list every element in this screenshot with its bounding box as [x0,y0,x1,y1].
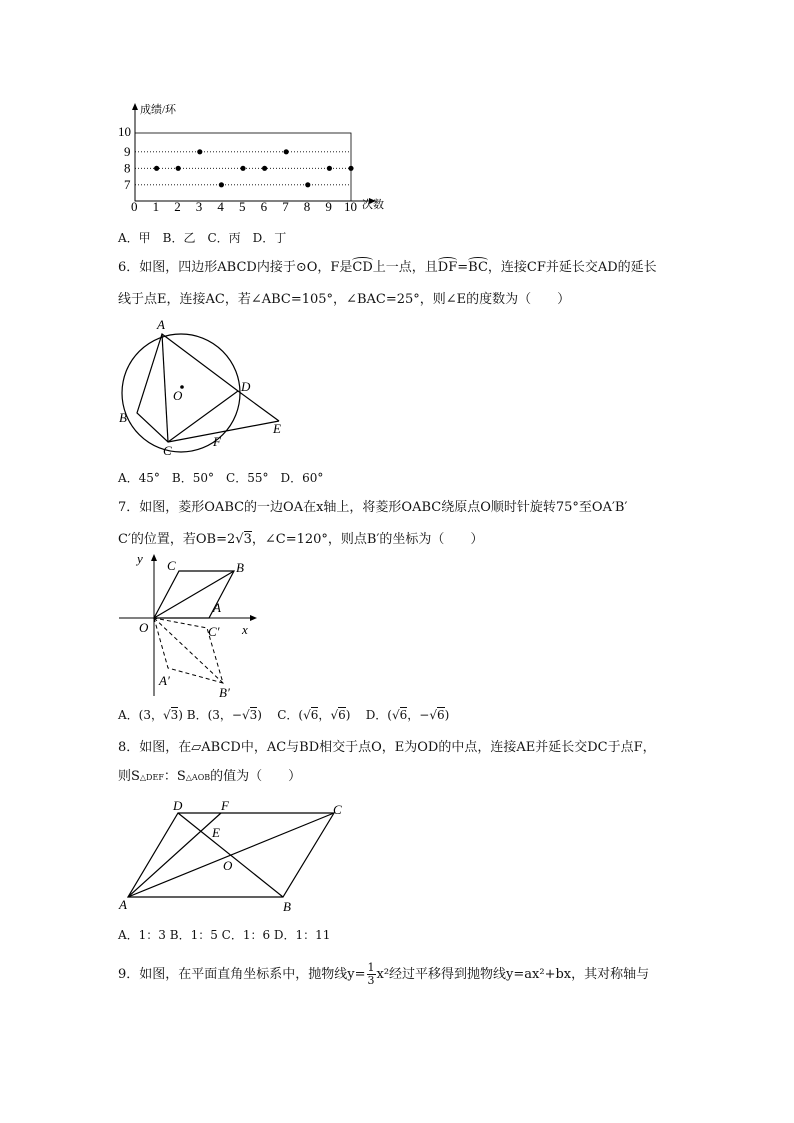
segment-de [238,391,279,421]
q8-options: A．1：3 B．1：5 C．1：6 D．1：11 [118,928,331,942]
q7-option-b: B．(3，−√3) [186,708,262,722]
label-d: D [173,798,183,813]
label-a: A [157,317,165,332]
label-o: O [139,620,149,635]
data-point [219,182,224,187]
x-tick-label: 4 [217,199,224,214]
data-point [176,166,181,171]
arc-mark-icon [438,257,457,264]
q8-parallelogram-figure [115,795,350,915]
label-b-prime: B′ [219,685,230,700]
segment-ce [168,421,279,442]
data-point [305,182,310,187]
quadrilateral-abcd [137,334,238,442]
y-tick-label: 8 [124,160,131,176]
x-tick-label: 6 [260,199,268,214]
label-c: C [333,802,342,817]
data-point [262,166,267,171]
data-point [284,149,289,154]
label-c-prime: C′ [208,624,220,639]
label-b: B [236,560,244,575]
x-tick-label: 8 [303,199,311,214]
label-o: O [173,388,183,403]
q7-stem-line2: C′的位置，若OB=2√3，∠C=120°，则点B′的坐标为（ ） [118,532,484,547]
data-point [197,149,202,154]
data-point [240,166,245,171]
y-tick-label: 7 [124,176,131,192]
label-b: B [119,410,127,425]
label-a-prime: A′ [159,673,170,688]
x-tick-label: 3 [195,199,203,214]
x-tick-label: 7 [282,199,289,214]
x-axis-arrow-icon [250,615,257,621]
label-d: D [241,379,251,394]
q6-stem-line2: 线于点E，连接AC，若∠ABC=105°，∠BAC=25°，则∠E的度数为（ ） [118,292,571,307]
segment-af [128,813,221,897]
q8-stem-line1: 8．如图，在▱ABCD中，AC与BD相交于点O，E为OD的中点，连接AE并延长交DC于点F， [118,740,656,755]
q6-options: A．45° B．50° C．55° D．60° [118,471,324,485]
segment-ac [162,334,168,442]
q5-options: A．甲 B．乙 C．丙 D．丁 [118,231,287,245]
q5-scatter-chart [110,95,400,217]
label-c: C [163,443,172,455]
arc-mark-icon [352,257,372,264]
label-f: F [213,434,221,449]
x-tick-label: 1 [152,199,160,214]
diagonal-bd [178,813,283,897]
x-tick-label: 10 [344,199,357,214]
label-b: B [283,899,291,914]
label-x: x [242,622,248,637]
label-y: y [137,551,143,566]
x-tick-label: 5 [239,199,246,214]
arc-cd: CD [352,260,372,275]
q7-option-a: A．(3，√3) [118,708,183,722]
q7-option-d: D．(√6，−√6) [365,708,450,722]
sqrt-icon: √ [235,532,244,547]
q6-circle-figure [115,315,295,455]
y-tick-label: 10 [118,124,131,139]
x-tick-label: 2 [174,199,181,214]
q7-option-c: C．(√6，√6) [277,708,351,722]
data-point [154,166,159,171]
x-tick-label: 9 [325,199,332,214]
label-e: E [273,421,281,436]
data-point [327,166,332,171]
label-e: E [212,825,220,840]
y-tick-label: 9 [124,143,131,159]
label-f: F [221,798,229,813]
q7-stem-line1: 7．如图，菱形OABC的一边OA在x轴上，将菱形OABC绕原点O顺时针旋转75°至OA′B′ [118,500,628,515]
x-axis-label: 次数 [362,199,384,211]
fraction: $\frac{1}{3}$ [367,961,375,987]
label-c: C [167,558,176,573]
q8-stem-line2: 则S△DEF：S△AOB的值为（ ） [118,769,302,784]
arc-mark-icon [468,257,488,264]
x-tick-label: 0 [131,199,138,214]
y-axis-arrow-icon [151,554,157,561]
q7-rhombus-figure [115,550,260,700]
y-axis-label: 成绩/环 [140,104,177,116]
label-a: A [119,897,127,912]
y-axis-arrow-icon [132,103,138,110]
label-o: O [223,858,233,873]
data-point [348,166,353,171]
q6-stem-line1: 6．如图，四边形ABCD内接于⊙O，F是 CD上一点，且 DF= BC，连接CF并延长交AD的延长 [118,260,657,276]
q7-options [118,707,449,723]
q9-stem-line1: 9．如图，在平面直角坐标系中，抛物线y= $\frac{1}{3}$ x²经过平移得到抛物线y=ax²+bx，其对称轴与 [118,961,650,987]
label-a: A [213,600,221,615]
